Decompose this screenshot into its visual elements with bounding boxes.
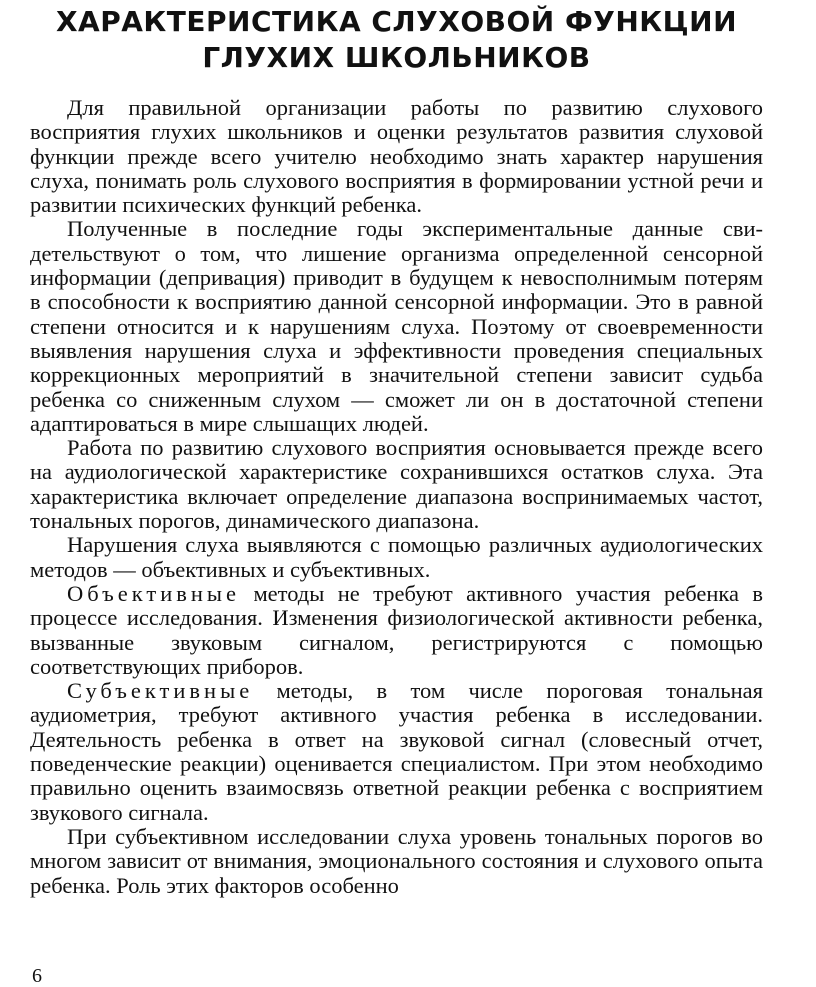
body-text	[30, 96, 763, 898]
paragraph-3-text: Работа по развитию слухового восприятия основывается прежде всего на аудиологической характеристике сохранившихся остатков слуха. Эта характеристика включает определение диапазона воспринимаемых частот, тональных порогов, динамического диапазона.	[30, 435, 763, 534]
paragraph-4-text: Нарушения слуха выявляются с помощью различных аудиологических методов — объективных и субъективных.	[30, 532, 763, 582]
paragraph-3	[30, 436, 763, 533]
chapter-title-line-1: ХАРАКТЕРИСТИКА СЛУХОВОЙ ФУНКЦИИ	[55, 5, 738, 38]
chapter-title-line-2: ГЛУХИХ ШКОЛЬНИКОВ	[202, 41, 591, 74]
paragraph-1-text: Для правильной организации работы по развитию слухового восприятия глухих школьников и оценки результатов развития слуховой функции прежде всего учителю необходимо знать характер нарушения слуха, понимать роль слухового восприятия в формировании устной речи и развитии психических функций ребенка.	[30, 95, 763, 218]
paragraph-7	[30, 825, 763, 898]
paragraph-2	[30, 217, 763, 436]
paragraph-4	[30, 533, 763, 582]
page-number: 6	[32, 965, 42, 987]
chapter-title	[30, 4, 763, 76]
paragraph-5-text: методы не требуют активного участия ребенка в процессе исследования. Изменения физиологической активности ребенка, вызванные звуковым сигналом, регистрируются с помощью соответствующих приборов.	[30, 580, 763, 679]
page	[30, 0, 763, 898]
paragraph-1	[30, 96, 763, 217]
paragraph-5	[30, 582, 763, 679]
paragraph-2-text: Полученные в последние годы экспериментальные данные свидетельствуют о том, что лишение организма определенной сенсорной информации (депривация) приводит в будущем к невосполнимым потерям в способности к восприятию данной сенсорной информации. Это в равной степени относится и к нарушениям слуха. Поэтому от своевременности выявления нарушения слуха и эффективности проведения специальных коррекционных мероприятий в значительной степени зависит судьба ребенка со сниженным слухом — сможет ли он в достаточной степени адаптироваться в мире слышащих людей.	[30, 216, 763, 436]
paragraph-6	[30, 679, 763, 825]
paragraph-6-text: методы, в том числе пороговая тональная аудиометрия, требуют активного участия ребенка в исследовании. Деятельность ребенка в ответ на звуковой сигнал (словесный отчет, поведенческие реакции) оценивается специалистом. При этом необходимо правильно оценить взаимосвязь ответной реакции ребенка с восприятием звукового сигнала.	[30, 678, 763, 825]
spaced-term-subjective: Субъективные	[67, 678, 254, 704]
spaced-term-objective: Объективные	[67, 580, 241, 606]
paragraph-7-text: При субъективном исследовании слуха уровень тональных порогов во многом зависит от внимания, эмоционального состояния и слухового опыта ребенка. Роль этих факторов особенно	[30, 823, 763, 898]
